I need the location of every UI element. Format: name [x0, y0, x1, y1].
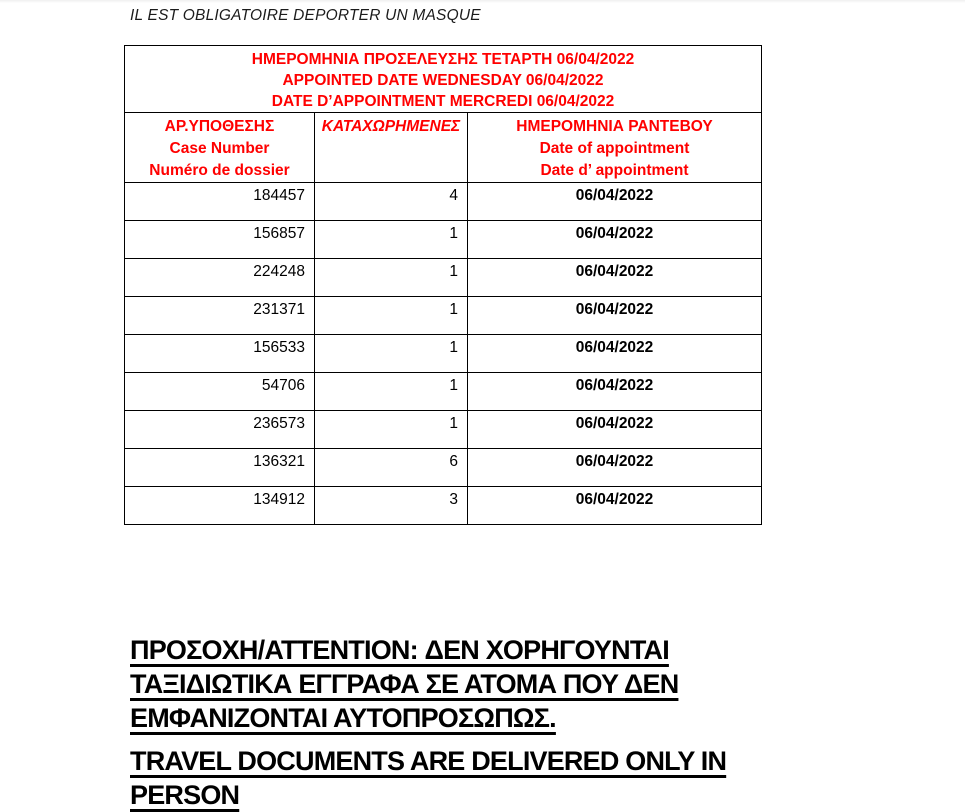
appointment-date-cell: 06/04/2022 — [468, 411, 762, 449]
column-header-registered — [315, 113, 468, 183]
registered-count-cell: 1 — [315, 335, 468, 373]
table-row — [125, 259, 762, 297]
table-title-cell — [125, 46, 762, 113]
appointment-date-cell: 06/04/2022 — [468, 449, 762, 487]
attention-line-3: ΕΜΦΑΝΙΖΟΝΤΑΙ ΑΥΤΟΠΡΟΣΩΠΩΣ. — [130, 703, 556, 733]
appointment-date-cell: 06/04/2022 — [468, 259, 762, 297]
date-header-greek: ΗΜΕΡΟΜΗΝΙΑ ΡΑΝΤΕΒΟΥ — [516, 118, 713, 135]
travel-documents-notice — [130, 744, 850, 812]
column-header-row — [125, 113, 762, 183]
registered-header-label: ΚΑΤΑΧΩΡΗΜΕΝΕΣ — [321, 118, 461, 135]
table-row — [125, 221, 762, 259]
table-row — [125, 449, 762, 487]
mask-required-notice: IL EST OBLIGATOIRE DEPORTER UN MASQUE — [130, 7, 481, 24]
case-header-french: Numéro de dossier — [149, 162, 290, 179]
case-number-cell: 224248 — [125, 259, 315, 297]
appointment-date-cell: 06/04/2022 — [468, 183, 762, 221]
registered-count-cell: 4 — [315, 183, 468, 221]
table-row — [125, 487, 762, 525]
case-number-cell: 54706 — [125, 373, 315, 411]
case-number-cell: 231371 — [125, 297, 315, 335]
attention-line-2: ΤΑΞΙΔΙΩΤΙΚΑ ΕΓΓΡΑΦΑ ΣΕ ΑΤΟΜΑ ΠΟΥ ΔΕΝ — [130, 669, 679, 699]
table-title-row — [125, 46, 762, 113]
appointment-date-cell: 06/04/2022 — [468, 335, 762, 373]
page-top-edge — [0, 0, 965, 3]
date-header-english: Date of appointment — [539, 140, 690, 157]
case-number-cell: 184457 — [125, 183, 315, 221]
table-row — [125, 297, 762, 335]
table-title-english: APPOINTED DATE WEDNESDAY 06/04/2022 — [282, 72, 604, 89]
case-number-cell: 136321 — [125, 449, 315, 487]
case-number-cell: 236573 — [125, 411, 315, 449]
registered-count-cell: 1 — [315, 297, 468, 335]
case-number-cell: 134912 — [125, 487, 315, 525]
appointment-date-cell: 06/04/2022 — [468, 221, 762, 259]
date-header-french: Date d’ appointment — [540, 162, 689, 179]
table-row — [125, 335, 762, 373]
registered-count-cell: 1 — [315, 259, 468, 297]
travel-line-1: TRAVEL DOCUMENTS ARE DELIVERED ONLY IN — [130, 746, 727, 776]
table-row — [125, 183, 762, 221]
attention-line-1: ΠΡΟΣΟΧΗ/ATTENTION: ΔΕΝ ΧΟΡΗΓΟΥΝΤΑΙ — [130, 635, 669, 665]
attention-notice — [130, 633, 850, 735]
appointment-date-cell: 06/04/2022 — [468, 297, 762, 335]
table-title-french: DATE D’APPOINTMENT MERCREDI 06/04/2022 — [271, 93, 615, 110]
registered-count-cell: 3 — [315, 487, 468, 525]
case-header-greek: ΑΡ.ΥΠΟΘΕΣΗΣ — [164, 118, 275, 135]
appointment-date-cell: 06/04/2022 — [468, 373, 762, 411]
registered-count-cell: 6 — [315, 449, 468, 487]
column-header-appointment-date — [468, 113, 762, 183]
appointment-date-cell: 06/04/2022 — [468, 487, 762, 525]
case-number-cell: 156533 — [125, 335, 315, 373]
appointments-table — [124, 45, 762, 525]
registered-count-cell: 1 — [315, 373, 468, 411]
column-header-case-number — [125, 113, 315, 183]
case-header-english: Case Number — [169, 140, 270, 157]
travel-line-2: PERSON — [130, 780, 240, 810]
table-title-greek: ΗΜΕΡΟΜΗΝΙΑ ΠΡΟΣΕΛΕΥΣΗΣ ΤΕΤΑΡΤΗ 06/04/2022 — [251, 51, 635, 68]
registered-count-cell: 1 — [315, 221, 468, 259]
case-number-cell: 156857 — [125, 221, 315, 259]
registered-count-cell: 1 — [315, 411, 468, 449]
table-row — [125, 373, 762, 411]
table-row — [125, 411, 762, 449]
